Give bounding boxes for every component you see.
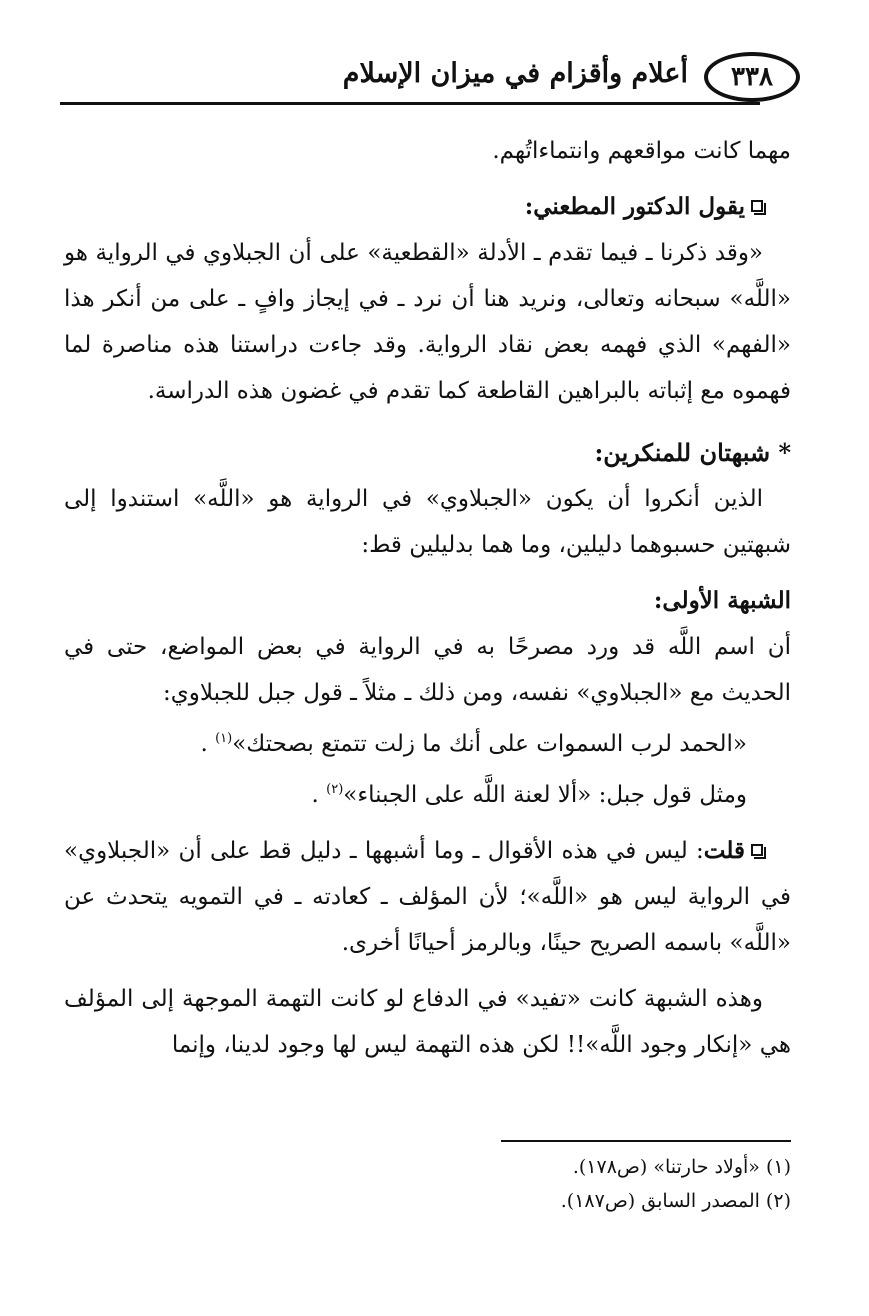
qult-label: قلت [703,837,745,864]
asterisk-marker: * [778,438,791,467]
page-body [64,128,791,1068]
first-doubt-heading: الشبهة الأولى: [653,587,791,614]
first-doubt-paragraph: أن اسم اللَّه قد ورد مصرحًا به في الرواية في بعض المواضع، حتى في الحديث مع «الجبلاوي» نفسه، ومن ذلك ـ مثلاً ـ قول جبل للجبلاوي: [64,634,791,706]
qult-paragraph [64,828,791,966]
dr-intro-line [64,184,791,230]
section-heading-text: شبهتان للمنكرين: [594,438,771,467]
quote-1-text: «الحمد لرب السموات على أنك ما زلت تتمتع بصحتك» [232,731,747,757]
quote-2-end: . [311,782,327,808]
deniers-paragraph: الذين أنكروا أن يكون «الجبلاوي» في الرواية هو «اللَّه» استندوا إلى شبهتين حسبوهما دليلين، وما هما بدليلين قط: [64,486,791,558]
footnote-ref-1: (١) [215,731,233,746]
header-rule [60,102,760,105]
page-number: ٣٣٨ [704,52,800,102]
quote-1-end: . [200,731,216,757]
section-heading [64,430,791,476]
running-title: أعلام وأقزام في ميزان الإسلام [342,58,688,89]
square-bullet-icon [751,200,763,212]
qult-text: : ليس في هذه الأقوال ـ وما أشبهها ـ دليل قط على أن «الجبلاوي» في الرواية ليس هو «اللَّه»؛ لأن المؤلف ـ كعادته ـ في التمويه يتحدث عن «اللَّه» باسمه الصريح حينًا، وبالرمز أحيانًا أخرى. [64,838,791,956]
square-bullet-icon [751,844,763,856]
footnote-1: (١) «أولاد حارتنا» (ص١٧٨). [572,1156,791,1178]
footnote-separator [501,1140,791,1142]
footnote-2: (٢) المصدر السابق (ص١٨٧). [560,1190,791,1212]
page-header [60,42,800,112]
quote-line-1 [64,716,791,767]
last-paragraph: وهذه الشبهة كانت «تفيد» في الدفاع لو كانت التهمة الموجهة إلى المؤلف هي «إنكار وجود اللَّه»!! لكن هذه التهمة ليس لها وجود لدينا، وإنما [64,986,791,1058]
quote-2-prefix: ومثل قول جبل: [591,782,747,808]
quote-paragraph: «وقد ذكرنا ـ فيما تقدم ـ الأدلة «القطعية» على أن الجبلاوي في الرواية هو «اللَّه» سبحانه وتعالى، ونريد هنا أن نرد ـ في إيجاز وافٍ ـ على من أنكر هذا «الفهم» الذي فهمه بعض نقاد الرواية. وقد جاءت دراستنا هذه مناصرة لما فهموه مع إثباته بالبراهين القاطعة كما تقدم في غضون هذه الدراسة. [64,240,791,404]
footnotes [91,1150,791,1218]
quote-2-text: «ألا لعنة اللَّه على الجبناء» [343,782,592,808]
footnote-ref-2: (٢) [326,782,344,797]
paragraph-continuation: مهما كانت مواقعهم وانتماءاتُهم. [492,138,791,164]
quote-line-2 [64,767,791,818]
dr-intro-text: يقول الدكتور المطعني: [524,193,745,220]
